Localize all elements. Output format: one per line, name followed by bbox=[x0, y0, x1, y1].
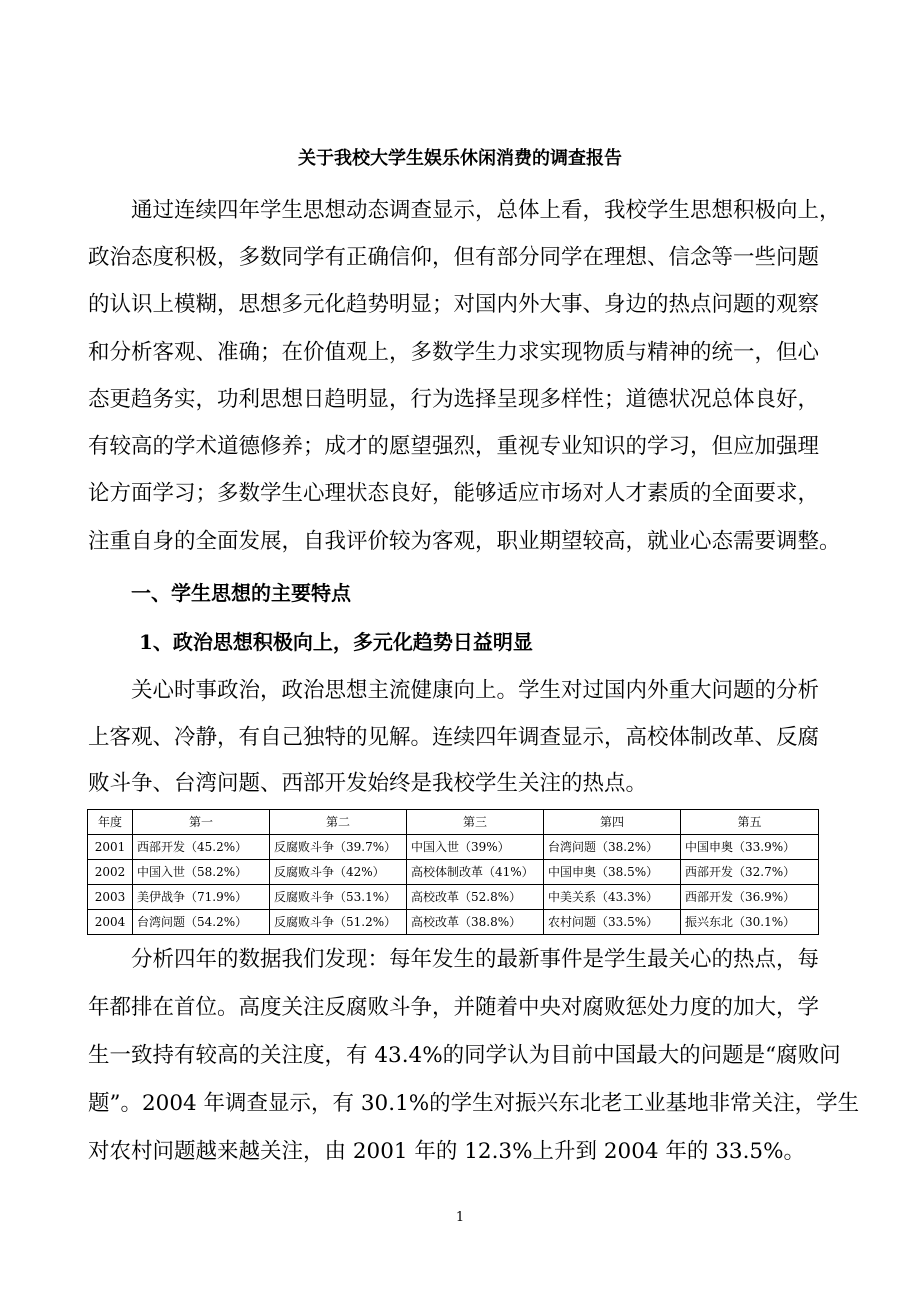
table-row bbox=[88, 860, 819, 885]
header-year: 年度 bbox=[88, 810, 133, 835]
table-cell: 振兴东北（30.1%） bbox=[681, 910, 819, 935]
table-cell: 中美关系（43.3%） bbox=[544, 885, 681, 910]
table-cell: 中国申奥（33.9%） bbox=[681, 835, 819, 860]
table-row bbox=[88, 835, 819, 860]
table-cell: 西部开发（36.9%） bbox=[681, 885, 819, 910]
subsection-heading: 1、政治思想积极向上，多元化趋势日益明显 bbox=[139, 630, 533, 654]
table-cell: 中国入世（39%） bbox=[407, 835, 544, 860]
text-line: 分析四年的数据我们发现：每年发生的最新事件是学生最关心的热点，每 bbox=[131, 947, 820, 972]
header-rank-1: 第一 bbox=[133, 810, 270, 835]
header-rank-2: 第二 bbox=[270, 810, 407, 835]
report-title: 关于我校大学生娱乐休闲消费的调查报告 bbox=[298, 148, 622, 169]
table-cell: 中国入世（58.2%） bbox=[133, 860, 270, 885]
hotspot-survey-table bbox=[87, 809, 819, 935]
text-line: 年都排在首位。高度关注反腐败斗争，并随着中央对腐败惩处力度的加大，学 bbox=[88, 995, 820, 1020]
text-line: 生一致持有较高的关注度，有 43.4%的同学认为目前中国最大的问题是“腐败问 bbox=[88, 1043, 841, 1068]
text-line: 论方面学习；多数学生心理状态良好，能够适应市场对人才素质的全面要求， bbox=[88, 481, 820, 506]
table-cell: 西部开发（32.7%） bbox=[681, 860, 819, 885]
table-cell-year: 2003 bbox=[88, 885, 133, 910]
header-rank-4: 第四 bbox=[544, 810, 681, 835]
text-line: 和分析客观、准确；在价值观上，多数学生力求实现物质与精神的统一，但心 bbox=[88, 340, 820, 365]
table-row bbox=[88, 885, 819, 910]
text-line: 上客观、冷静，有自己独特的见解。连续四年调查显示，高校体制改革、反腐 bbox=[88, 725, 820, 750]
table-cell: 高校改革（52.8%） bbox=[407, 885, 544, 910]
table-cell: 农村问题（33.5%） bbox=[544, 910, 681, 935]
table-cell: 台湾问题（54.2%） bbox=[133, 910, 270, 935]
table-cell: 反腐败斗争（42%） bbox=[270, 860, 407, 885]
table-cell: 美伊战争（71.9%） bbox=[133, 885, 270, 910]
table-cell: 反腐败斗争（39.7%） bbox=[270, 835, 407, 860]
table-cell: 反腐败斗争（53.1%） bbox=[270, 885, 407, 910]
table-header-row bbox=[88, 810, 819, 835]
text-line: 态更趋务实，功利思想日趋明显，行为选择呈现多样性；道德状况总体良好， bbox=[88, 387, 820, 412]
header-rank-3: 第三 bbox=[407, 810, 544, 835]
table-cell-year: 2001 bbox=[88, 835, 133, 860]
header-rank-5: 第五 bbox=[681, 810, 819, 835]
text-line: 的认识上模糊，思想多元化趋势明显；对国内外大事、身边的热点问题的观察 bbox=[88, 292, 820, 317]
table-cell: 高校体制改革（41%） bbox=[407, 860, 544, 885]
section-heading: 一、学生思想的主要特点 bbox=[131, 581, 351, 605]
text-line: 对农村问题越来越关注，由 2001 年的 12.3%上升到 2004 年的 33.5%。 bbox=[88, 1139, 806, 1164]
table-cell-year: 2002 bbox=[88, 860, 133, 885]
table-cell: 高校改革（38.8%） bbox=[407, 910, 544, 935]
text-line: 政治态度积极，多数同学有正确信仰，但有部分同学在理想、信念等一些问题 bbox=[88, 245, 820, 270]
text-line: 有较高的学术道德修养；成才的愿望强烈，重视专业知识的学习，但应加强理 bbox=[88, 434, 820, 459]
table-cell-year: 2004 bbox=[88, 910, 133, 935]
table-cell: 台湾问题（38.2%） bbox=[544, 835, 681, 860]
table-row bbox=[88, 910, 819, 935]
page-number: 1 bbox=[455, 1210, 465, 1225]
table-cell: 西部开发（45.2%） bbox=[133, 835, 270, 860]
text-line: 题”。2004 年调查显示，有 30.1%的学生对振兴东北老工业基地非常关注，学生 bbox=[88, 1091, 860, 1116]
text-line: 注重自身的全面发展，自我评价较为客观，职业期望较高，就业心态需要调整。 bbox=[88, 529, 841, 554]
text-line: 通过连续四年学生思想动态调查显示，总体上看，我校学生思想积极向上， bbox=[131, 198, 841, 223]
table-cell: 反腐败斗争（51.2%） bbox=[270, 910, 407, 935]
table-cell: 中国申奥（38.5%） bbox=[544, 860, 681, 885]
text-line: 败斗争、台湾问题、西部开发始终是我校学生关注的热点。 bbox=[88, 771, 648, 796]
text-line: 关心时事政治，政治思想主流健康向上。学生对过国内外重大问题的分析 bbox=[131, 678, 820, 703]
